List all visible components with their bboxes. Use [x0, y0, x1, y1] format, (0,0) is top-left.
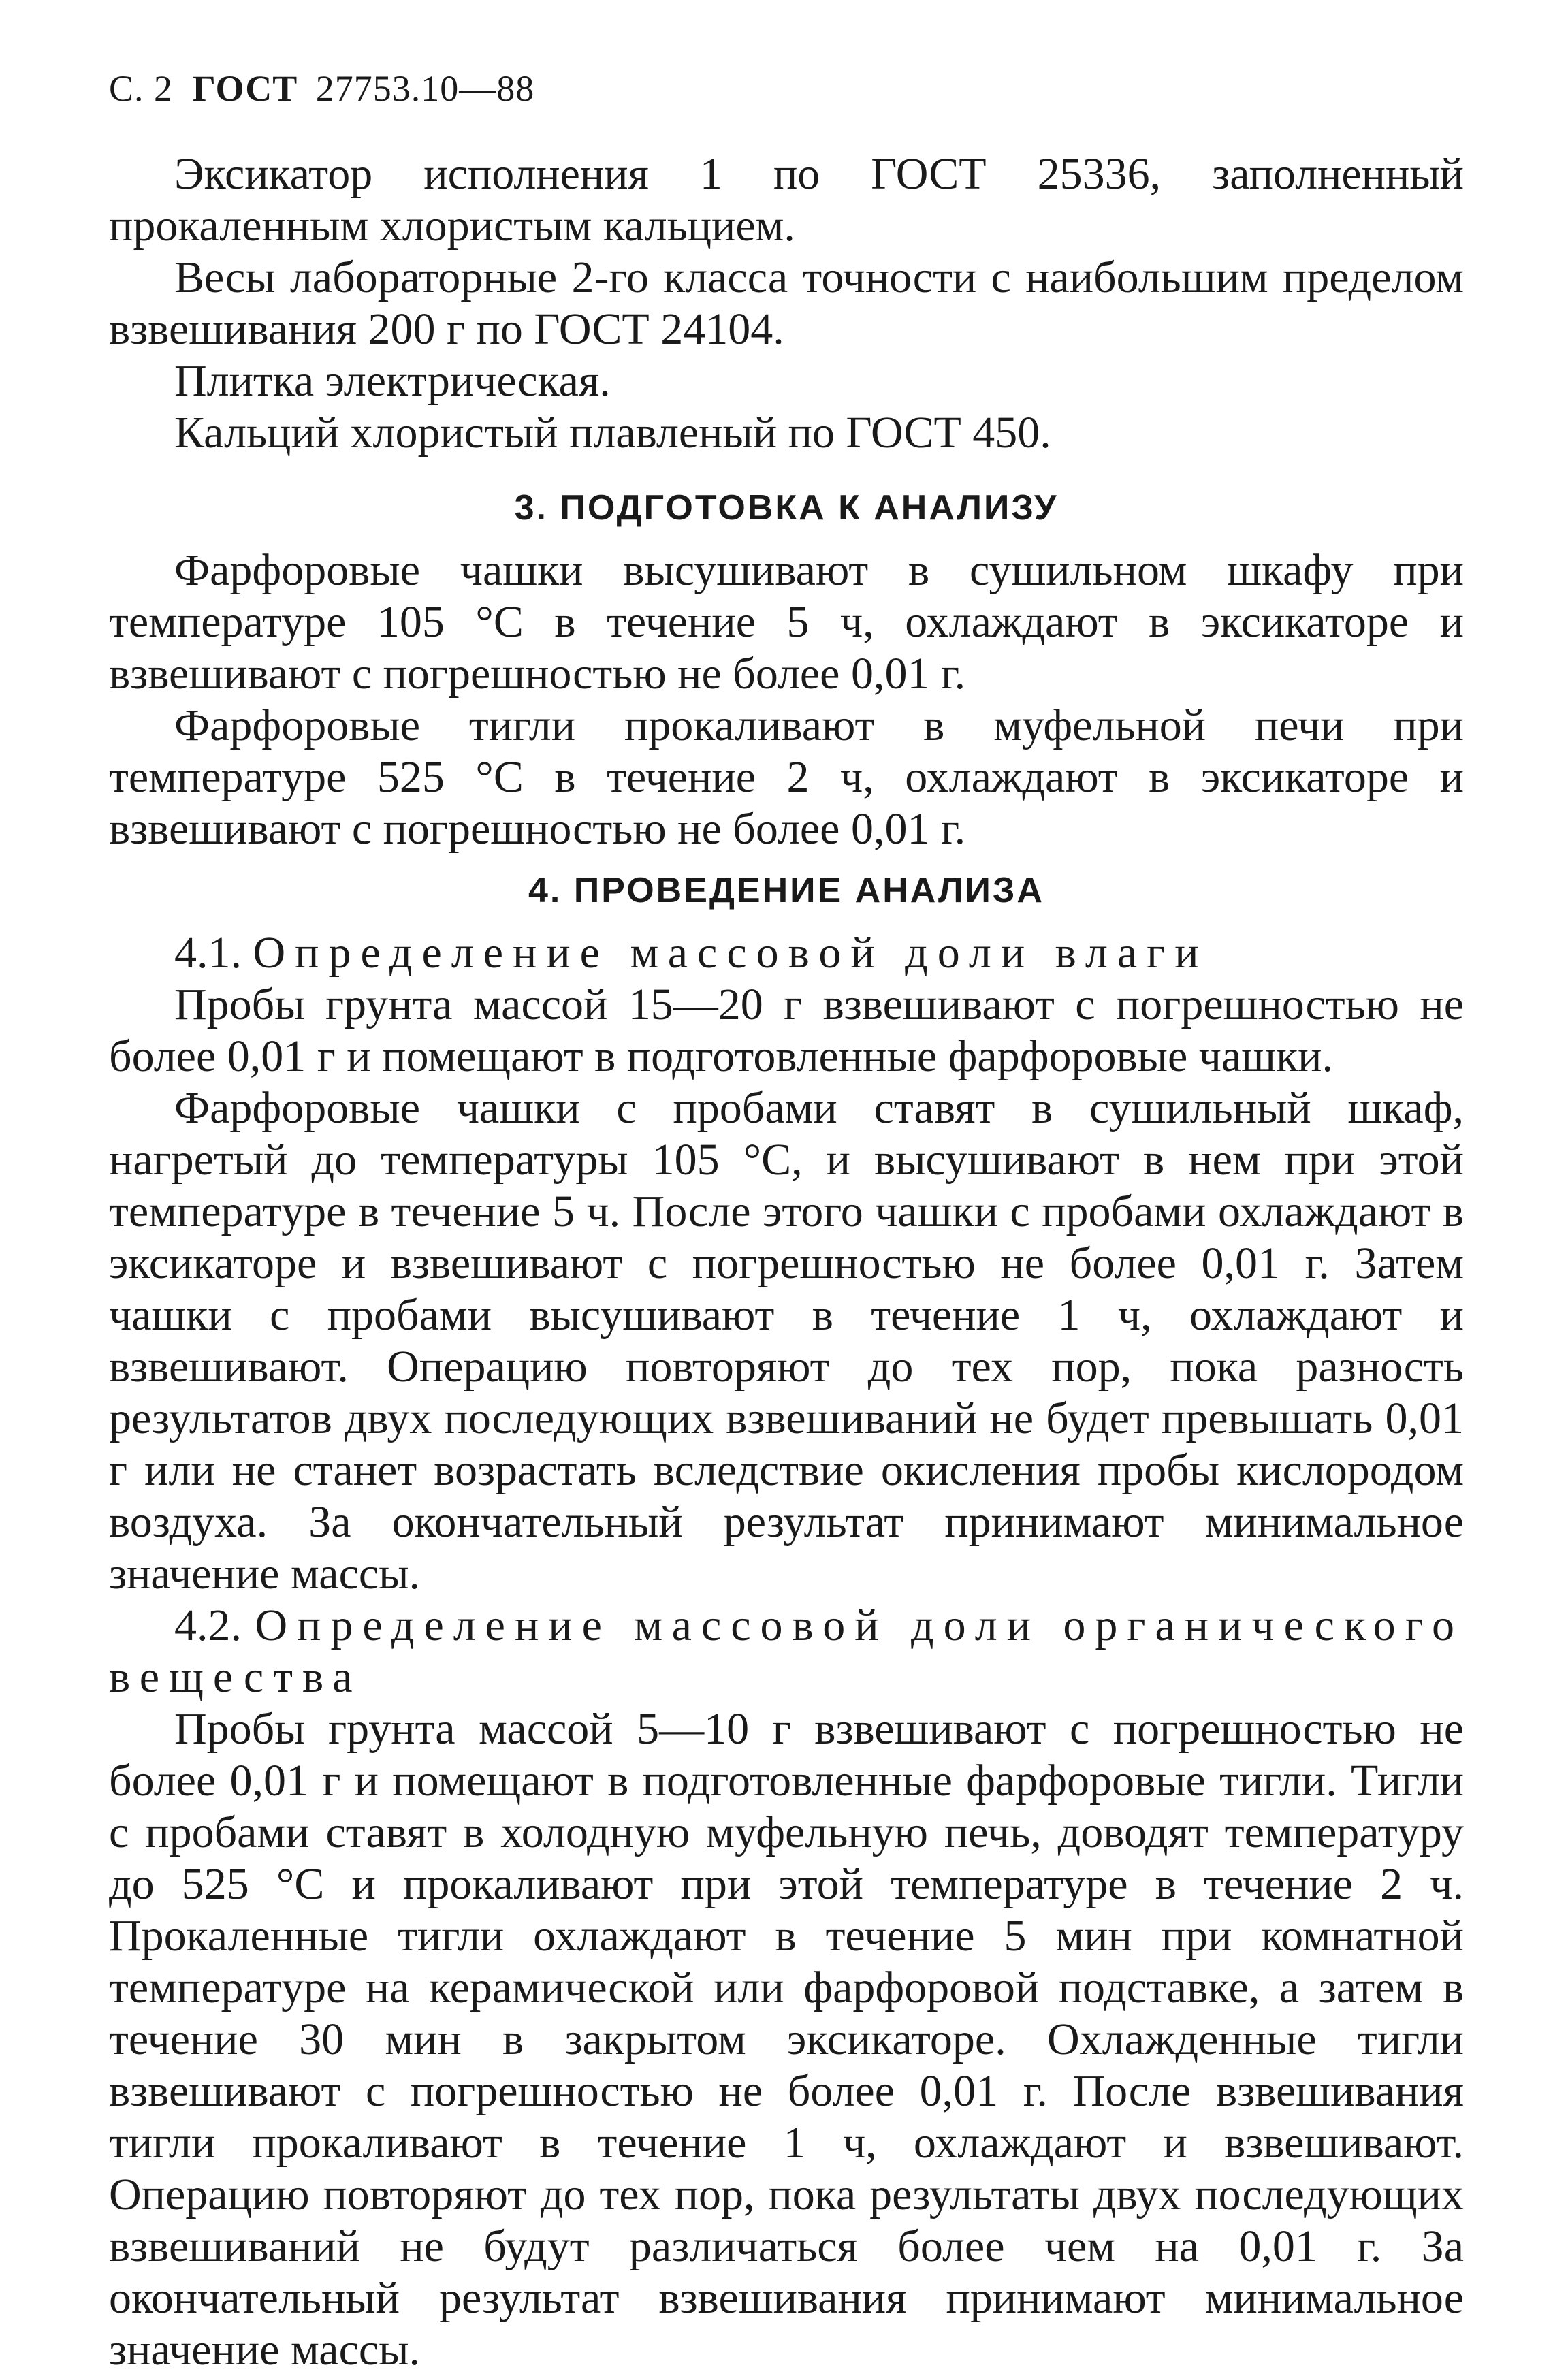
subsection-4-2-title — [109, 1600, 1464, 1703]
subsection-4-1-heading: Определение массовой доли влаги — [253, 928, 1209, 978]
section-4-body — [109, 927, 1464, 2376]
intro-paragraph-scales: Весы лабораторные 2-го класса точности с наибольшим пределом взвешивания 200 г по ГОСТ 24104. — [109, 253, 1464, 354]
intro-paragraph-hotplate: Плитка электрическая. — [174, 356, 611, 406]
section-3-body — [109, 545, 1464, 855]
standard-label: ГОСТ — [192, 68, 298, 109]
subsection-4-2-number: 4.2. — [174, 1601, 242, 1650]
intro-paragraph-calcium-chloride: Кальций хлористый плавленый по ГОСТ 450. — [174, 408, 1051, 457]
standard-number: 27753.10—88 — [315, 68, 535, 109]
intro-paragraph-desiccator: Эксикатор исполнения 1 по ГОСТ 25336, заполненный прокаленным хлористым кальцием. — [109, 149, 1464, 251]
subsection-4-1-number: 4.1. — [174, 928, 242, 978]
subsection-4-1-paragraph-sampling: Пробы грунта массой 15—20 г взвешивают с погрешностью не более 0,01 г и помещают в подготовленные фарфоровые чашки. — [109, 980, 1464, 1081]
section-3-paragraph-cups: Фарфоровые чашки высушивают в сушильном шкафу при температуре 105 °С в течение 5 ч, охлаждают в эксикаторе и взвешивают с погрешностью не более 0,01 г. — [109, 545, 1464, 699]
subsection-4-1-paragraph-drying: Фарфоровые чашки с пробами ставят в сушильный шкаф, нагретый до температуры 105 °С, и высушивают в нем при этой температуре в течение 5 ч. После этого чашки с пробами охлаждают в эксикаторе и взвешивают с погрешностью не более 0,01 г. Затем чашки с пробами высушивают в течение 1 ч, охлаждают и взвешивают. Операцию повторяют до тех пор, пока разность результатов двух последующих взвешиваний не будет превышать 0,01 г или не станет возрастать вследствие окисления пробы кислородом воздуха. За окончательный результат принимают минимальное значение массы. — [109, 1083, 1464, 1599]
section-4-heading: 4. ПРОВЕДЕНИЕ АНАЛИЗА — [528, 871, 1044, 910]
page-label: С. 2 — [109, 68, 174, 109]
intro-block — [109, 148, 1464, 459]
section-3-heading: 3. ПОДГОТОВКА К АНАЛИЗУ — [514, 488, 1059, 528]
subsection-4-2-paragraph-ignition: Пробы грунта массой 5—10 г взвешивают с погрешностью не более 0,01 г и помещают в подготовленные фарфоровые тигли. Тигли с пробами ставят в холодную муфельную печь, доводят температуру до 525 °С и прокаливают при этой температуре в течение 2 ч. Прокаленные тигли охлаждают в течение 5 мин при комнатной температуре на керамической или фарфоровой подставке, а затем в течение 30 мин в закрытом эксикаторе. Охлажденные тигли взвешивают с погрешностью не более 0,01 г. После взвешивания тигли прокаливают в течение 1 ч, охлаждают и взвешивают. Операцию повторяют до тех пор, пока результаты двух последующих взвешиваний не будут различаться более чем на 0,01 г. За окончательный результат взвешивания принимают минимальное значение массы. — [109, 1704, 1464, 2375]
section-3-paragraph-crucibles: Фарфоровые тигли прокаливают в муфельной печи при температуре 525 °С в течение 2 ч, охлаждают в эксикаторе и взвешивают с погрешностью не более 0,01 г. — [109, 701, 1464, 854]
subsection-4-2-heading: Определение массовой доли органического вещества — [109, 1601, 1464, 1702]
subsection-4-1-title — [109, 927, 1464, 979]
running-header — [109, 68, 534, 109]
